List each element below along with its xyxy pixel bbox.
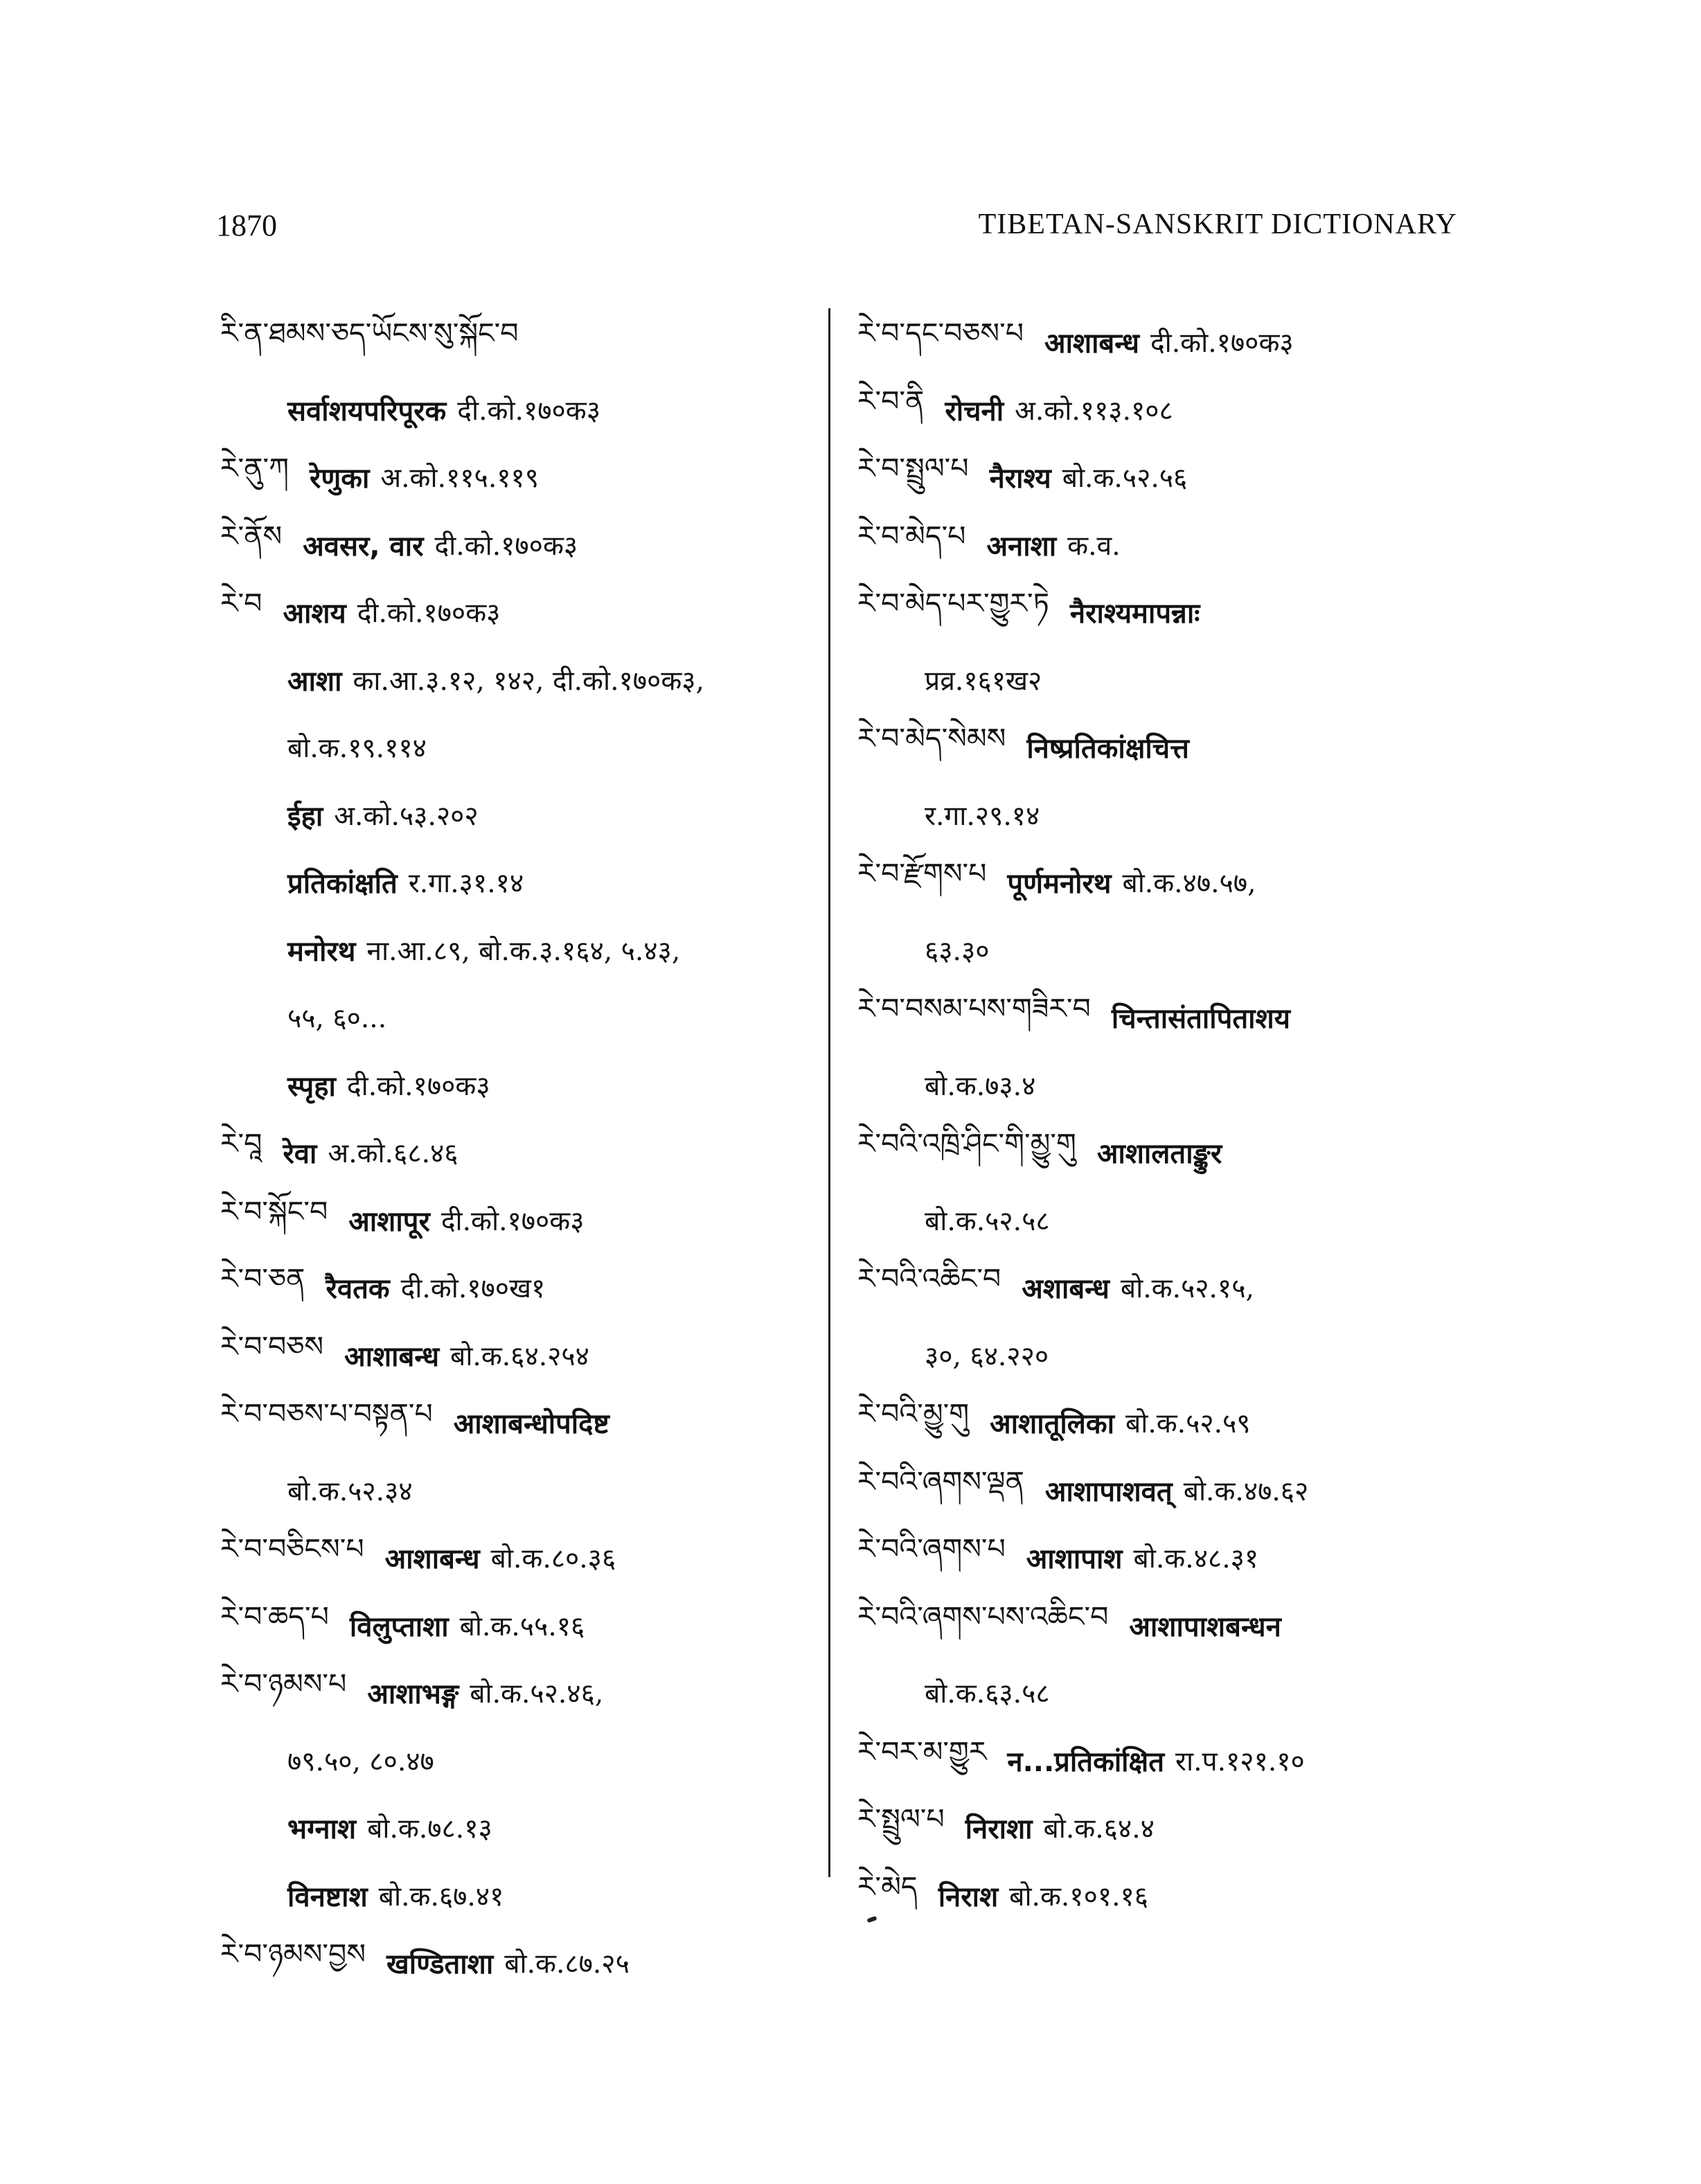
dictionary-entry [220, 443, 816, 511]
source-reference: बो.क.६७.४१ [378, 1881, 504, 1912]
dictionary-subline [220, 1051, 816, 1119]
source-reference: ५५, ६०... [287, 1003, 387, 1035]
right-column [857, 308, 1467, 1929]
source-reference: बो.क.४७.५७, [1122, 868, 1256, 900]
dictionary-entry [857, 511, 1467, 579]
tibetan-headword: རེ་བ་ཆད་པ [220, 1599, 329, 1633]
sanskrit-equivalent: विलुप्ताशा [349, 1610, 449, 1643]
source-reference: बो.क.४७.६२ [1183, 1475, 1309, 1507]
tibetan-headword: རེ་བ་ཉམས་བྱས [220, 1937, 366, 1971]
sanskrit-equivalent: मनोरथ [287, 935, 356, 968]
tibetan-headword: རེ་ནོས [220, 519, 283, 553]
dictionary-subline [220, 781, 816, 849]
source-reference: अ.को.५३.२०२ [334, 800, 479, 832]
sanskrit-equivalent: न...प्रतिकांक्षित [1007, 1746, 1165, 1778]
source-reference: बो.क.५५.१६ [459, 1610, 585, 1642]
dictionary-subline [220, 849, 816, 916]
sanskrit-equivalent: आशाबन्ध [1044, 328, 1139, 360]
column-divider [828, 308, 830, 1877]
dictionary-entry [857, 1254, 1467, 1322]
tibetan-headword: རེ་བའི་ཞགས་པས་འཆིང་བ [857, 1599, 1109, 1633]
dictionary-subline [220, 916, 816, 984]
tibetan-headword: རེ་ནུ་ཀ [220, 452, 289, 486]
sanskrit-equivalent: रोचनी [945, 395, 1004, 427]
source-reference: बो.क.८०.३६ [490, 1543, 616, 1575]
sanskrit-equivalent: विनष्टाश [287, 1881, 368, 1913]
source-reference: बो.क.६३.५८ [925, 1678, 1050, 1710]
source-reference: बो.क.६४.४ [1043, 1813, 1155, 1845]
tibetan-headword: རེ་བ་དང་བཅས་པ [857, 317, 1024, 350]
source-reference: दी.को.१७०क३ [1150, 328, 1294, 359]
dictionary-entry [857, 1524, 1467, 1592]
sanskrit-equivalent: नैराश्यमापन्नाः [1069, 598, 1200, 630]
tibetan-headword: རེ་བ་སྤྲུལ་པ [857, 452, 969, 486]
sanskrit-equivalent: पूर्णमनोरथ [1007, 868, 1112, 900]
source-reference: बो.क.४८.३१ [1133, 1543, 1259, 1575]
sanskrit-equivalent: रैवतक [326, 1273, 390, 1306]
dictionary-entry [857, 1794, 1467, 1862]
dictionary-entry [220, 1592, 816, 1660]
source-reference: ६३.३० [925, 935, 990, 967]
tibetan-headword: རི་ན་ཐམས་ཅད་ཡོངས་སུ་སྐོང་བ [220, 317, 519, 350]
tibetan-headword: རེ་བའི་ཞགས་ལྡན [857, 1464, 1024, 1498]
sanskrit-equivalent: भग्नाश [287, 1813, 357, 1846]
tibetan-headword: རེ་བ་མེད་པ [857, 519, 966, 553]
sanskrit-equivalent: अशाबन्ध [1022, 1273, 1110, 1306]
source-reference: रा.प.१२१.१० [1175, 1746, 1305, 1777]
dictionary-entry [220, 1119, 816, 1187]
tibetan-headword: རེ་བ་སྐོང་བ [220, 1194, 328, 1228]
sanskrit-equivalent: निष्प्रतिकांक्षचित्त [1026, 733, 1189, 765]
source-reference: र.गा.३१.१४ [408, 868, 524, 900]
tibetan-headword: རེ་བ་བཅས་པ་བསྟན་པ [220, 1397, 433, 1431]
source-reference: दी.को.१७०क३ [346, 1070, 490, 1102]
source-reference: अ.को.११३.१०८ [1015, 395, 1173, 427]
tibetan-headword: རེ་བ་བཅིངས་པ [220, 1532, 364, 1566]
source-reference: बो.क.५२.४६, [470, 1678, 604, 1710]
source-reference: बो.क.८७.२५ [504, 1948, 630, 1980]
source-reference: ७९.५०, ८०.४७ [287, 1746, 434, 1777]
tibetan-headword: རེ་བ་ནི [857, 384, 925, 418]
sanskrit-equivalent: स्पृहा [287, 1070, 336, 1103]
sanskrit-equivalent: रेवा [283, 1138, 317, 1171]
dictionary-entry [857, 984, 1467, 1051]
dictionary-subline [220, 1862, 816, 1930]
dictionary-entry [857, 578, 1467, 646]
dictionary-subline [857, 1187, 1467, 1254]
tibetan-headword: རེ་བའི་འཁྲི་ཤིང་གི་མྱུ་གུ [857, 1127, 1076, 1161]
sanskrit-equivalent: खण्डिताशा [386, 1948, 494, 1981]
dictionary-entry [220, 1389, 816, 1457]
source-reference: बो.क.५२.५६ [1062, 463, 1188, 495]
tibetan-headword: རེ་བའི་འཆིང་བ [857, 1262, 1001, 1296]
tibetan-headword: རེ་མེད [857, 1870, 918, 1903]
tibetan-headword: རེ་བ་བསམ་པས་གཟིར་བ [857, 992, 1091, 1026]
source-reference: दी.को.१७०क३ [434, 530, 578, 562]
dictionary-entry [220, 578, 816, 646]
source-reference: बो.क.५२.५९ [1125, 1408, 1251, 1440]
dictionary-subline [857, 1659, 1467, 1727]
dictionary-subline [857, 781, 1467, 849]
source-reference: बो.क.५२.५८ [925, 1205, 1050, 1237]
sanskrit-equivalent: आशय [283, 598, 346, 630]
tibetan-headword: རེ་སྤྲུལ་པ [857, 1802, 945, 1836]
dictionary-entry [857, 376, 1467, 444]
sanskrit-equivalent: चिन्तासंतापिताशय [1111, 1003, 1290, 1036]
sanskrit-equivalent: आशाबन्धोपदिष्ट [453, 1408, 609, 1441]
tibetan-headword: རེ་བ་རྫོགས་པ [857, 857, 987, 891]
sanskrit-equivalent: नैराश्य [989, 463, 1051, 495]
dictionary-subline [220, 1794, 816, 1862]
dictionary-entry [857, 443, 1467, 511]
dictionary-entry [220, 308, 816, 376]
dictionary-entry [857, 1119, 1467, 1187]
sanskrit-equivalent: अनाशा [986, 530, 1057, 562]
sanskrit-equivalent: आशापाशवत् [1044, 1475, 1173, 1508]
source-reference: दी.को.१७०क३ [357, 598, 501, 630]
dictionary-subline [220, 713, 816, 781]
tibetan-headword: རེ་བཱ [220, 1127, 262, 1161]
source-reference: ना.आ.८९, बो.क.३.१६४, ५.४३, [366, 935, 681, 967]
dictionary-subline [220, 984, 816, 1051]
dictionary-entry [220, 1254, 816, 1322]
dictionary-subline [220, 1727, 816, 1795]
dictionary-entry [220, 1929, 816, 1997]
sanskrit-equivalent: अवसर, वार [303, 530, 424, 562]
source-reference: बो.क.१९.११४ [287, 733, 427, 765]
dictionary-entry [857, 1389, 1467, 1457]
source-reference: दी.को.१७०क३ [440, 1205, 585, 1237]
source-reference: ३०, ६४.२२० [925, 1340, 1049, 1372]
dictionary-entry [857, 849, 1467, 916]
source-reference: बो.क.१०१.१६ [1009, 1881, 1149, 1912]
source-reference: बो.क.६४.२५४ [450, 1340, 589, 1372]
sanskrit-equivalent: निराश [938, 1881, 999, 1913]
tibetan-headword: རེ་བ [220, 587, 262, 621]
sanskrit-equivalent: प्रतिकांक्षति [287, 868, 398, 900]
sanskrit-equivalent: आशालताङ्कुर [1096, 1138, 1222, 1171]
dictionary-entry [220, 1187, 816, 1254]
sanskrit-equivalent: आशातूलिका [990, 1408, 1114, 1441]
source-reference: प्रव्र.१६१ख२ [925, 665, 1042, 697]
sanskrit-equivalent: आशापूर [348, 1205, 430, 1238]
running-title: TIBETAN-SANSKRIT DICTIONARY [978, 208, 1457, 240]
source-reference: बो.क.७८.१३ [367, 1813, 492, 1845]
sanskrit-equivalent: आशाभङ्ग [367, 1678, 459, 1711]
source-reference: दी.को.१७०क३ [457, 395, 601, 427]
dictionary-subline [857, 1051, 1467, 1119]
source-reference: दी.को.१७०ख१ [400, 1273, 546, 1305]
dictionary-entry [857, 308, 1467, 376]
sanskrit-equivalent: निराशा [965, 1813, 1033, 1846]
sanskrit-equivalent: आशापाश [1026, 1543, 1123, 1576]
source-reference: अ.को.११५.११९ [380, 463, 540, 495]
tibetan-headword: རེ་བར་མ་གྱུར [857, 1734, 987, 1768]
dictionary-entry [220, 1659, 816, 1727]
dictionary-entry [857, 1862, 1467, 1930]
source-reference: का.आ.३.१२, १४२, दी.को.१७०क३, [353, 665, 704, 697]
tibetan-headword: རེ་བའི་ཞགས་པ [857, 1532, 1006, 1566]
dictionary-entry [220, 511, 816, 579]
source-reference: बो.क.५२.१५, [1120, 1273, 1254, 1305]
sanskrit-equivalent: ईहा [287, 800, 323, 833]
tibetan-headword: རེ་བ་ཅན [220, 1262, 305, 1296]
dictionary-subline [220, 646, 816, 714]
sanskrit-equivalent: आशा [287, 665, 342, 698]
tibetan-headword: རེ་བ་ཉམས་པ [220, 1667, 347, 1701]
tibetan-headword: རེ་བ་མེད་པར་གྱུར་ཏེ [857, 587, 1049, 621]
sanskrit-equivalent: आशाबन्ध [344, 1340, 440, 1373]
dictionary-entry [220, 1524, 816, 1592]
dictionary-entry [857, 1457, 1467, 1525]
dictionary-subline [857, 646, 1467, 714]
sanskrit-equivalent: आशाबन्ध [384, 1543, 480, 1576]
sanskrit-equivalent: आशापाशबन्धन [1129, 1610, 1281, 1643]
source-reference: अ.को.६८.४६ [328, 1138, 458, 1170]
tibetan-headword: རེ་བ་མེད་སེམས [857, 722, 1006, 756]
source-reference: बो.क.५२.३४ [287, 1475, 413, 1507]
source-reference: क.व. [1067, 530, 1121, 562]
dictionary-entry [220, 1322, 816, 1390]
dictionary-entry [857, 713, 1467, 781]
dictionary-subline [857, 916, 1467, 984]
dictionary-entry [857, 1727, 1467, 1795]
sanskrit-equivalent: सर्वाशयपरिपूरक [287, 395, 447, 427]
source-reference: बो.क.७३.४ [925, 1070, 1036, 1102]
tibetan-headword: རེ་བ་བཅས [220, 1329, 324, 1363]
dictionary-subline [857, 1322, 1467, 1390]
source-reference: र.गा.२९.१४ [925, 800, 1040, 832]
page-number: 1870 [216, 208, 277, 242]
dictionary-subline [220, 376, 816, 444]
left-column [220, 308, 816, 1997]
dictionary-entry [857, 1592, 1467, 1660]
tibetan-headword: རེ་བའི་མྱུ་གུ [857, 1397, 970, 1431]
dictionary-subline [220, 1457, 816, 1525]
sanskrit-equivalent: रेणुका [309, 463, 370, 495]
